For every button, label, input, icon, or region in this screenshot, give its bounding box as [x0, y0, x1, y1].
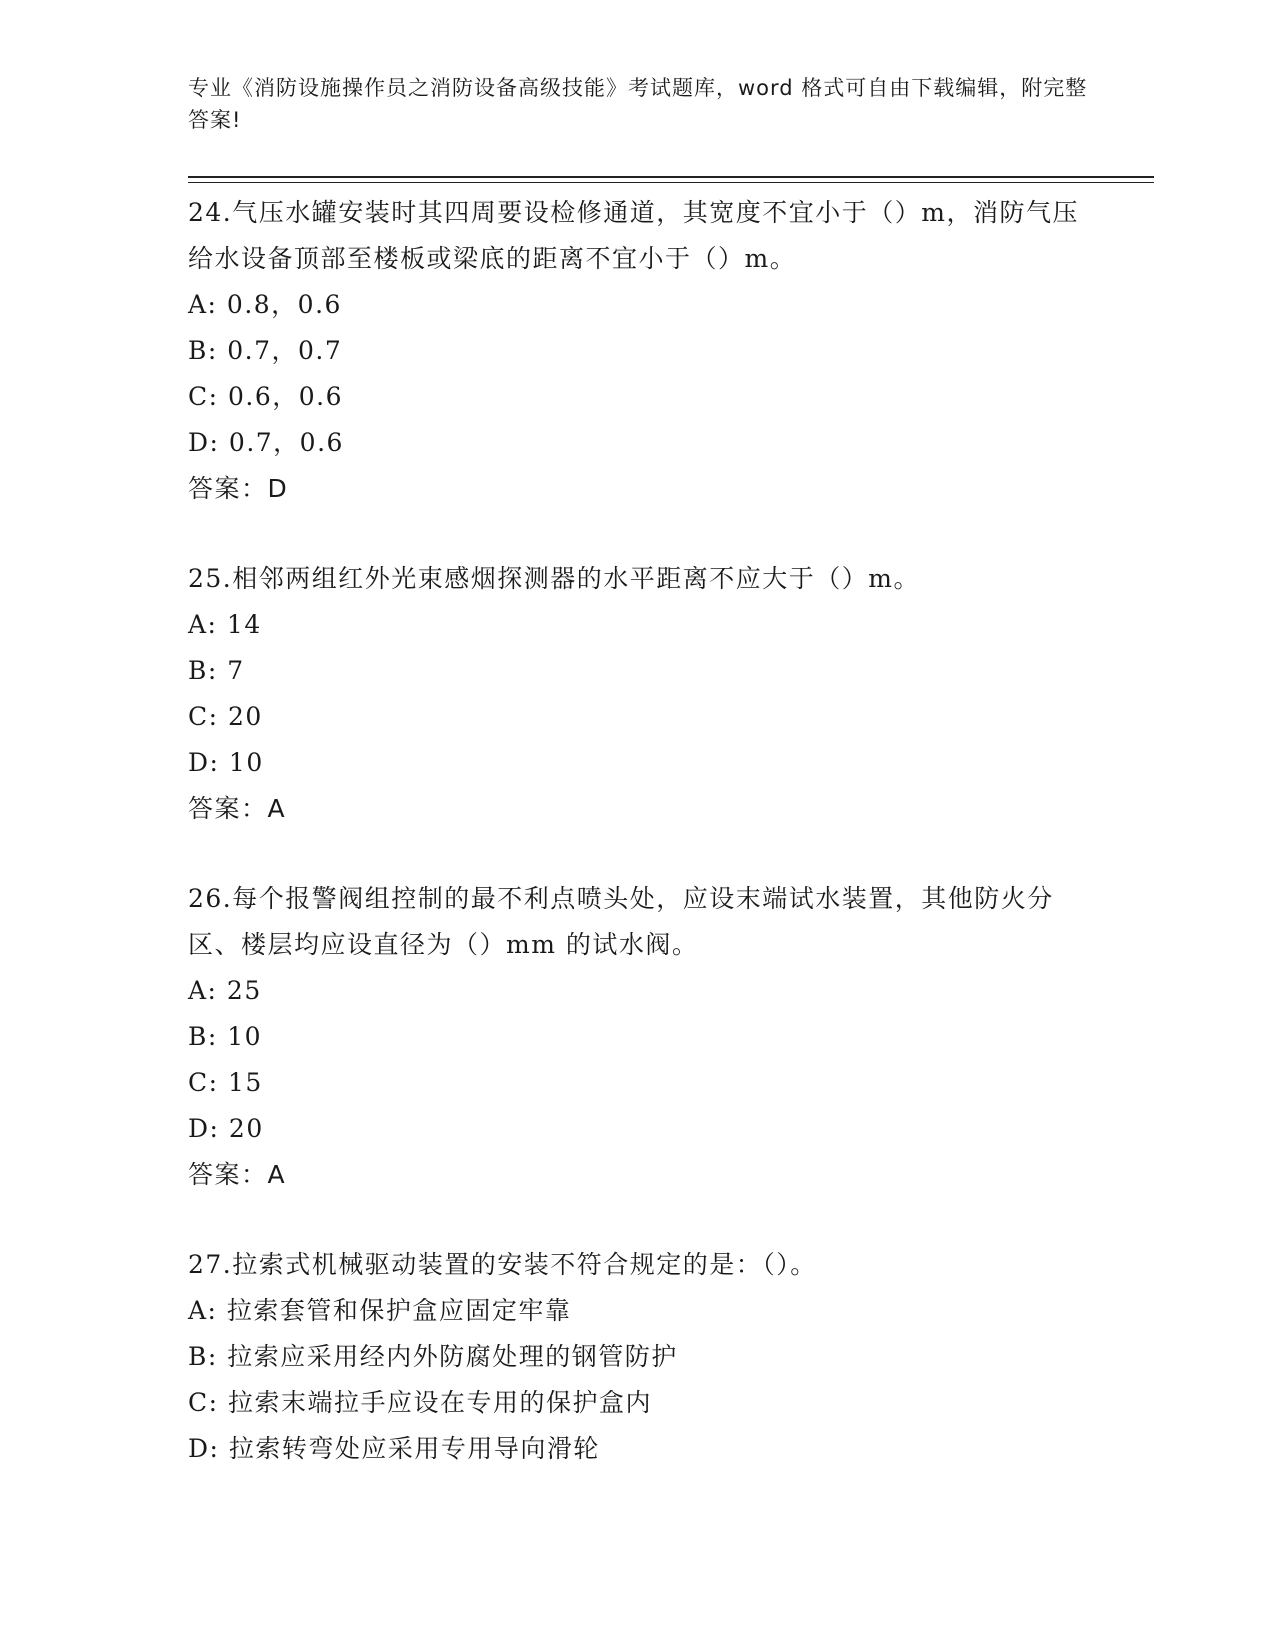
- option-d: D: 0.7，0.6: [188, 428, 344, 457]
- header-rule-thin: [188, 182, 1154, 183]
- option-b: B: 0.7，0.7: [188, 336, 343, 365]
- option-a: A: 25: [188, 976, 262, 1005]
- answer-label: 答案：A: [188, 794, 287, 823]
- question-stem: 26.每个报警阀组控制的最不利点喷头处，应设末端试水装置，其他防火分区、楼层均应设直径为（）mm 的试水阀。: [188, 884, 1054, 959]
- option-c: C: 拉索末端拉手应设在专用的保护盒内: [188, 1388, 652, 1417]
- document-header: 专业《消防设施操作员之消防设备高级技能》考试题库，word 格式可自由下载编辑，附完整答案!: [188, 76, 1088, 132]
- option-c: C: 20: [188, 702, 263, 731]
- option-b: B: 拉索应采用经内外防腐处理的钢管防护: [188, 1342, 678, 1371]
- question-stem: 25.相邻两组红外光束感烟探测器的水平距离不应大于（）m。: [188, 564, 920, 593]
- option-a: A: 14: [188, 610, 262, 639]
- option-c: C: 0.6，0.6: [188, 382, 344, 411]
- question-stem: 24.气压水罐安装时其四周要设检修通道，其宽度不宜小于（）m，消防气压给水设备顶部至楼板或梁底的距离不宜小于（）m。: [188, 198, 1079, 273]
- question-24: [188, 190, 1088, 512]
- answer-label: 答案：A: [188, 1160, 287, 1189]
- option-d: D: 拉索转弯处应采用专用导向滑轮: [188, 1434, 600, 1463]
- question-list: [188, 190, 1088, 1516]
- option-d: D: 20: [188, 1114, 264, 1143]
- option-c: C: 15: [188, 1068, 263, 1097]
- question-26: [188, 876, 1088, 1198]
- question-25: [188, 556, 1088, 832]
- option-b: B: 10: [188, 1022, 263, 1051]
- answer-label: 答案：D: [188, 474, 289, 503]
- question-stem: 27.拉索式机械驱动装置的安装不符合规定的是：（）。: [188, 1250, 817, 1279]
- option-d: D: 10: [188, 748, 264, 777]
- header-rule-thick: [188, 176, 1154, 178]
- option-a: A: 拉索套管和保护盒应固定牢靠: [188, 1296, 572, 1325]
- option-a: A: 0.8，0.6: [188, 290, 342, 319]
- option-b: B: 7: [188, 656, 245, 685]
- question-27: [188, 1242, 1088, 1472]
